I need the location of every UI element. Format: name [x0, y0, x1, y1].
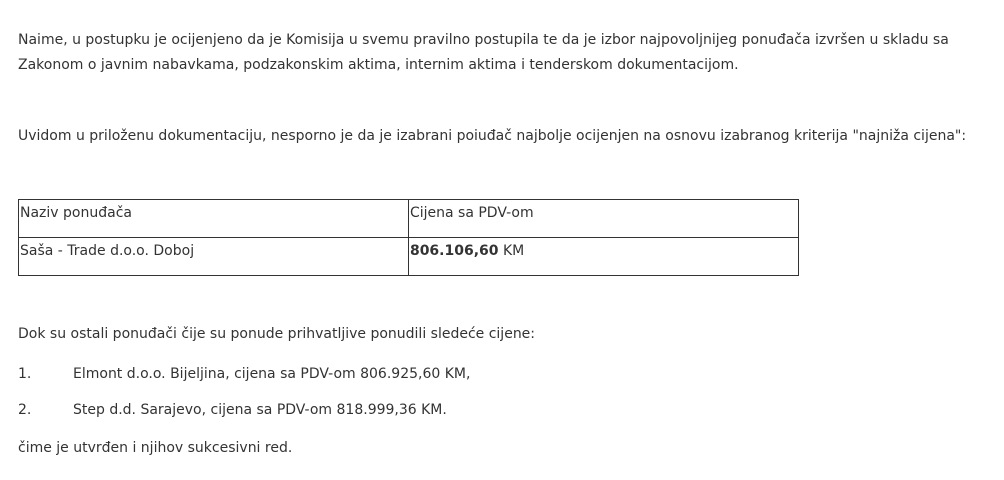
header-price-with-vat: Cijena sa PDV-om: [408, 200, 798, 238]
cell-price: [408, 238, 798, 276]
list-item-text: Elmont d.o.o. Bijeljina, cijena sa PDV-om 806.925,60 KM,: [73, 366, 471, 382]
list-item: [18, 400, 447, 420]
price-currency: KM: [498, 243, 525, 259]
list-item-text: Step d.d. Sarajevo, cijena sa PDV-om 818.999,36 KM.: [73, 402, 447, 418]
price-value: 806.106,60: [409, 243, 499, 259]
offers-table: [18, 199, 799, 276]
other-bidders-paragraph: Dok su ostali ponuđači čije su ponude prihvatljive ponudili sledeće cijene:: [18, 326, 536, 342]
intro-paragraph: Naime, u postupku je ocijenjeno da je Komisija u svemu pravilno postupila te da je izbor najpovoljnijeg ponuđača izvršen u skladu sa Zakonom o javnim nabavkama, podzakonskim aktima, internim aktima i tenderskom dokumentacijom.: [18, 32, 949, 73]
header-bidder-name: Naziv ponuđača: [19, 200, 409, 238]
conclusion-paragraph: čime je utvrđen i njihov sukcesivni red.: [18, 440, 293, 456]
table-row: [19, 238, 799, 276]
review-paragraph: Uvidom u priloženu dokumentaciju, nesporno je da je izabrani poiuđač najbolje ocijenjen na osnovu izabranog kriterija "najniža cijena":: [18, 128, 967, 144]
list-item-number: 2.: [18, 402, 32, 418]
table-header-row: [19, 200, 799, 238]
list-item: [18, 364, 470, 384]
cell-bidder-name: Saša - Trade d.o.o. Doboj: [19, 238, 409, 276]
list-item-number: 1.: [18, 366, 32, 382]
